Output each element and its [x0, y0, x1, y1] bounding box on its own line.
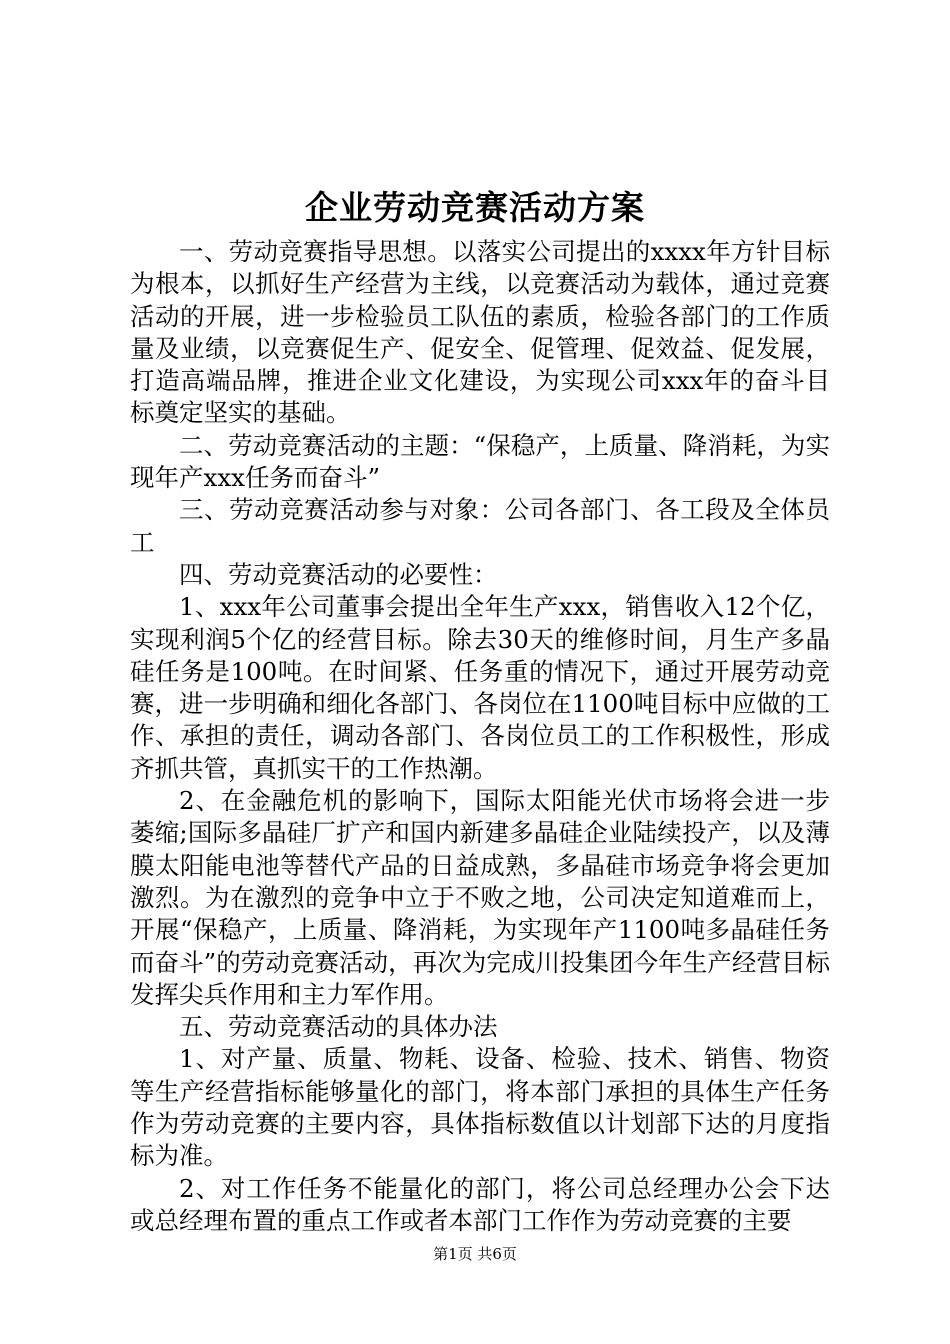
paragraph-guiding-principle: 一、劳动竞赛指导思想。以落实公司提出的xxxx年方针目标为根本，以抓好生产经营为主线，以竞赛活动为载体，通过竞赛活动的开展，进一步检验员工队伍的素质，检验各部门的工作质量及业绩，以竞赛促生产、促安全、促管理、促效益、促发展，打造高端品牌，推进企业文化建设，为实现公司xxx年的奋斗目标奠定坚实的基础。	[130, 237, 830, 428]
page-number-footer: 第1页 共6页	[433, 1245, 517, 1263]
paragraph-methods-heading: 五、劳动竞赛活动的具体办法	[179, 1012, 498, 1042]
document-title: 企业劳动竞赛活动方案	[305, 188, 645, 227]
paragraph-necessity-heading: 四、劳动竞赛活动的必要性：	[179, 559, 498, 589]
paragraph-participants: 三、劳动竞赛活动参与对象：公司各部门、各工段及全体员工	[130, 495, 830, 557]
paragraph-method-1: 1、对产量、质量、物耗、设备、检验、技术、销售、物资等生产经营指标能够量化的部门，将本部门承担的具体生产任务作为劳动竞赛的主要内容，具体指标数值以计划部下达的月度指标为准。	[130, 1044, 830, 1171]
paragraph-method-2: 2、对工作任务不能量化的部门，将公司总经理办公会下达或总经理布置的重点工作或者本部门工作作为劳动竞赛的主要	[130, 1173, 830, 1235]
paragraph-theme: 二、劳动竞赛活动的主题：“保稳产，上质量、降消耗，为实现年产xxx任务而奋斗”	[130, 430, 830, 493]
paragraph-necessity-1: 1、xxx年公司董事会提出全年生产xxx，销售收入12个亿，实现利润5个亿的经营目标。除去30天的维修时间，月生产多晶硅任务是100吨。在时间紧、任务重的情况下，通过开展劳动竞赛，进一步明确和细化各部门、各岗位在1100吨目标中应做的工作、承担的责任，调动各部门、各岗位员工的工作积极性，形成齐抓共管，真抓实干的工作热潮。	[130, 592, 830, 783]
paragraph-necessity-2: 2、在金融危机的影响下，国际太阳能光伏市场将会进一步萎缩;国际多晶硅厂扩产和国内新建多晶硅企业陆续投产，以及薄膜太阳能电池等替代产品的日益成熟，多晶硅市场竞争将会更加激烈。为在激烈的竞争中立于不败之地，公司决定知道难而上，开展“保稳产，上质量、降消耗，为实现年产1100吨多晶硅任务而奋斗”的劳动竞赛活动，再次为完成川投集团今年生产经营目标发挥尖兵作用和主力军作用。	[130, 786, 830, 1009]
document-body	[130, 236, 830, 1237]
